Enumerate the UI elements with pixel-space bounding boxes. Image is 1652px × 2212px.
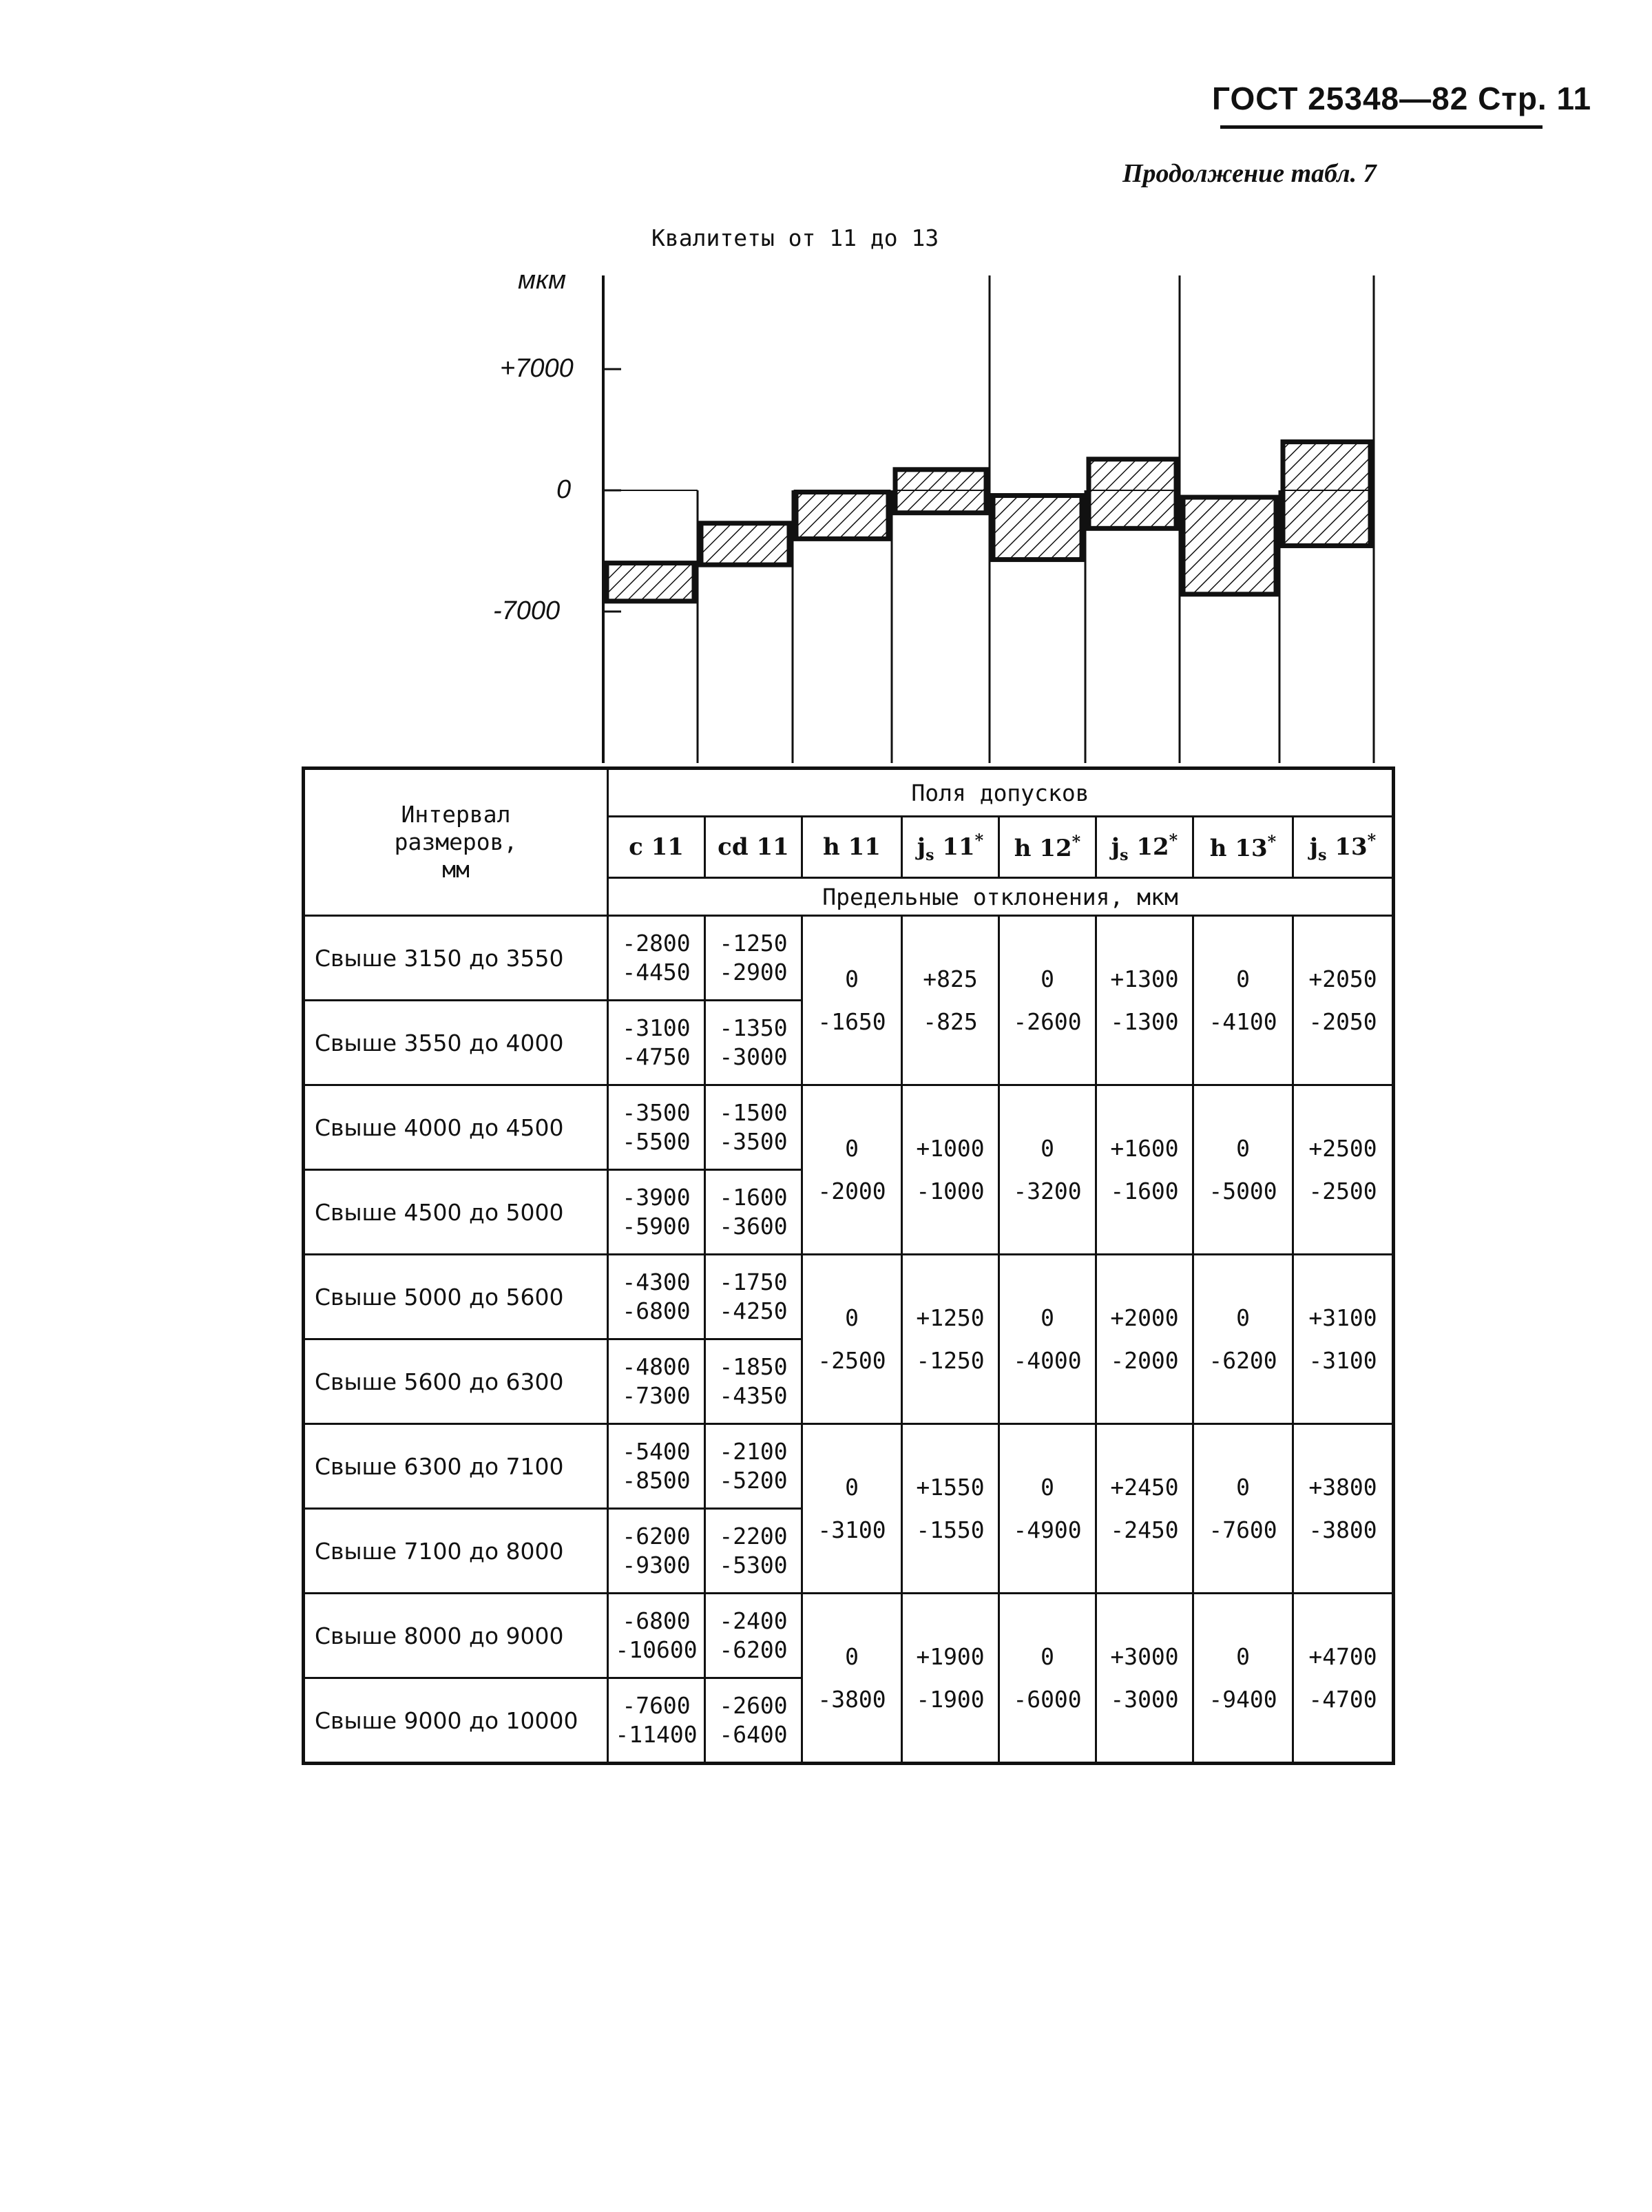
c11-cell bbox=[608, 1085, 705, 1170]
deviation-value: -9400 bbox=[1209, 1685, 1277, 1713]
deviation-value: -1750 bbox=[719, 1269, 788, 1295]
deviation-value: -5000 bbox=[1209, 1177, 1277, 1204]
deviation-value: -825 bbox=[923, 1008, 978, 1035]
js13-cell bbox=[1293, 1085, 1394, 1255]
table-row bbox=[304, 1085, 1394, 1170]
size-range-cell: Свыше 9000 до 10000 bbox=[304, 1678, 608, 1764]
js11-cell bbox=[902, 1594, 999, 1764]
c11-cell bbox=[608, 1678, 705, 1764]
deviation-value: -1550 bbox=[916, 1516, 985, 1543]
size-range-cell: Свыше 8000 до 9000 bbox=[304, 1594, 608, 1678]
js11-cell bbox=[902, 1424, 999, 1594]
h11-cell bbox=[802, 916, 902, 1085]
field-name: $j_s$ 11* bbox=[917, 830, 984, 864]
h12-cell bbox=[999, 1424, 1096, 1594]
cd11-cell bbox=[705, 1339, 802, 1424]
deviation-value: -3100 bbox=[622, 1014, 691, 1041]
cd11-cell bbox=[705, 1678, 802, 1764]
deviation-value: -6200 bbox=[622, 1523, 691, 1550]
c11-cell bbox=[608, 1594, 705, 1678]
deviation-value: -3500 bbox=[622, 1099, 691, 1126]
field-header-cell bbox=[1293, 817, 1394, 878]
h13-cell bbox=[1193, 916, 1293, 1085]
deviation-value: -3600 bbox=[719, 1213, 788, 1240]
deviation-value: -5300 bbox=[719, 1552, 788, 1578]
deviation-value: 0 bbox=[1041, 1134, 1054, 1162]
deviation-value: -3800 bbox=[1308, 1516, 1377, 1543]
tolerance-table bbox=[302, 766, 1395, 1765]
size-range-cell: Свыше 4500 до 5000 bbox=[304, 1170, 608, 1255]
deviation-value: +825 bbox=[923, 965, 978, 992]
deviation-value: -1350 bbox=[719, 1014, 788, 1041]
field-header-cell bbox=[999, 817, 1096, 878]
deviation-value: 0 bbox=[845, 1304, 859, 1331]
deviation-value: 0 bbox=[1041, 965, 1054, 992]
deviation-value: -6200 bbox=[1209, 1346, 1277, 1374]
deviation-value: -2600 bbox=[1013, 1008, 1082, 1035]
js12-cell bbox=[1096, 916, 1193, 1085]
deviation-value: -4000 bbox=[1013, 1346, 1082, 1374]
field-header-cell bbox=[802, 817, 902, 878]
deviation-value: 0 bbox=[1236, 1134, 1250, 1162]
js11-cell bbox=[902, 916, 999, 1085]
field-name: c 11 bbox=[629, 833, 684, 861]
y-tick-label: -7000 bbox=[493, 596, 561, 625]
deviation-value: -1300 bbox=[1110, 1008, 1179, 1035]
field-name: cd 11 bbox=[718, 833, 789, 861]
js13-cell bbox=[1293, 1594, 1394, 1764]
h12-cell bbox=[999, 1255, 1096, 1424]
js12-cell bbox=[1096, 1424, 1193, 1594]
deviation-value: -5400 bbox=[622, 1438, 691, 1465]
c11-cell bbox=[608, 1509, 705, 1594]
deviation-value: -4750 bbox=[622, 1043, 691, 1070]
field-name: h 13* bbox=[1209, 831, 1277, 863]
h12-cell bbox=[999, 1085, 1096, 1255]
field-name: $j_s$ 13* bbox=[1309, 830, 1377, 864]
deviation-value: -4700 bbox=[1308, 1685, 1377, 1713]
deviation-value: -6800 bbox=[622, 1607, 691, 1634]
tolerance-bar-c11 bbox=[607, 563, 694, 601]
deviation-value: +2450 bbox=[1110, 1473, 1179, 1501]
deviation-value: -1000 bbox=[916, 1177, 985, 1204]
deviation-value: +3800 bbox=[1308, 1473, 1377, 1501]
js12-cell bbox=[1096, 1594, 1193, 1764]
tolerance-bar-js11 bbox=[895, 470, 986, 513]
interval-header-text: Интервал размеров, мм bbox=[394, 801, 518, 883]
deviation-value: -4250 bbox=[719, 1297, 788, 1324]
deviation-value: -9300 bbox=[622, 1552, 691, 1578]
deviation-value: 0 bbox=[845, 1642, 859, 1670]
deviation-value: 0 bbox=[1236, 1304, 1250, 1331]
y-axis-label: мкм bbox=[518, 266, 567, 295]
h11-cell bbox=[802, 1594, 902, 1764]
deviation-value: +1550 bbox=[916, 1473, 985, 1501]
deviation-value: 0 bbox=[1236, 1473, 1250, 1501]
c11-cell bbox=[608, 1255, 705, 1339]
cd11-cell bbox=[705, 1170, 802, 1255]
deviation-value: -6400 bbox=[719, 1721, 788, 1748]
deviation-value: -1500 bbox=[719, 1099, 788, 1126]
c11-cell bbox=[608, 1001, 705, 1085]
deviation-value: -4900 bbox=[1013, 1516, 1082, 1543]
deviation-value: -3200 bbox=[1013, 1177, 1082, 1204]
js12-cell bbox=[1096, 1085, 1193, 1255]
deviation-value: -8500 bbox=[622, 1467, 691, 1494]
js13-cell bbox=[1293, 916, 1394, 1085]
c11-cell bbox=[608, 1424, 705, 1509]
field-header-cell bbox=[1193, 817, 1293, 878]
deviation-value: 0 bbox=[845, 1134, 859, 1162]
deviation-value: -2500 bbox=[1308, 1177, 1377, 1204]
c11-cell bbox=[608, 1339, 705, 1424]
deviation-value: -3100 bbox=[817, 1516, 886, 1543]
h13-cell bbox=[1193, 1594, 1293, 1764]
deviation-value: -2400 bbox=[719, 1607, 788, 1634]
chart-title: Квалитеты от 11 до 13 bbox=[651, 225, 939, 251]
deviation-value: +4700 bbox=[1308, 1642, 1377, 1670]
js11-cell bbox=[902, 1085, 999, 1255]
tolerance-bar-h13 bbox=[1183, 497, 1276, 594]
deviation-value: 0 bbox=[1041, 1642, 1054, 1670]
deviation-value: -1650 bbox=[817, 1008, 886, 1035]
h12-cell bbox=[999, 1594, 1096, 1764]
js12-cell bbox=[1096, 1255, 1193, 1424]
deviation-value: -6800 bbox=[622, 1297, 691, 1324]
deviation-value: -2050 bbox=[1308, 1008, 1377, 1035]
size-range-cell: Свыше 4000 до 4500 bbox=[304, 1085, 608, 1170]
field-name: h 11 bbox=[823, 833, 881, 861]
table-row bbox=[304, 1594, 1394, 1678]
h11-cell bbox=[802, 1255, 902, 1424]
c11-cell bbox=[608, 1170, 705, 1255]
deviation-value: -1600 bbox=[719, 1184, 788, 1211]
deviation-value: -1900 bbox=[916, 1685, 985, 1713]
field-header-cell bbox=[608, 817, 705, 878]
deviation-value: -2450 bbox=[1110, 1516, 1179, 1543]
deviation-value: -10600 bbox=[615, 1636, 698, 1663]
deviation-value: -3000 bbox=[719, 1043, 788, 1070]
deviation-value: -2500 bbox=[817, 1346, 886, 1374]
deviation-value: +1600 bbox=[1110, 1134, 1179, 1162]
deviation-value: -7600 bbox=[622, 1692, 691, 1719]
deviation-value: -2200 bbox=[719, 1523, 788, 1550]
h12-cell bbox=[999, 916, 1096, 1085]
size-range-cell: Свыше 3550 до 4000 bbox=[304, 1001, 608, 1085]
deviation-value: -1850 bbox=[719, 1353, 788, 1380]
deviation-value: -2600 bbox=[719, 1692, 788, 1719]
deviation-value: -6000 bbox=[1013, 1685, 1082, 1713]
table-row bbox=[304, 1255, 1394, 1339]
tolerance-bar-cd11 bbox=[701, 523, 789, 565]
tolerance-bar-js13 bbox=[1283, 442, 1370, 546]
cd11-cell bbox=[705, 1255, 802, 1339]
deviation-value: -3100 bbox=[1308, 1346, 1377, 1374]
deviation-value: -4100 bbox=[1209, 1008, 1277, 1035]
js13-cell bbox=[1293, 1255, 1394, 1424]
table-row bbox=[304, 916, 1394, 1001]
cd11-cell bbox=[705, 916, 802, 1001]
deviation-value: -3500 bbox=[719, 1128, 788, 1155]
deviation-value: -2800 bbox=[622, 930, 691, 957]
js11-cell bbox=[902, 1255, 999, 1424]
deviation-value: -1600 bbox=[1110, 1177, 1179, 1204]
deviation-value: -6200 bbox=[719, 1636, 788, 1663]
tolerance-chart bbox=[0, 0, 1652, 771]
deviation-value: -3000 bbox=[1110, 1685, 1179, 1713]
h13-cell bbox=[1193, 1424, 1293, 1594]
deviation-value: +2500 bbox=[1308, 1134, 1377, 1162]
deviation-value: -4450 bbox=[622, 959, 691, 985]
deviation-value: 0 bbox=[1236, 965, 1250, 992]
size-range-cell: Свыше 3150 до 3550 bbox=[304, 916, 608, 1001]
deviation-value: -5900 bbox=[622, 1213, 691, 1240]
table-row bbox=[304, 1424, 1394, 1509]
size-range-cell: Свыше 7100 до 8000 bbox=[304, 1509, 608, 1594]
deviation-value: 0 bbox=[845, 1473, 859, 1501]
h11-cell bbox=[802, 1085, 902, 1255]
deviation-value: +2000 bbox=[1110, 1304, 1179, 1331]
field-name: h 12* bbox=[1014, 831, 1081, 863]
deviation-value: +1250 bbox=[916, 1304, 985, 1331]
deviation-value: -5200 bbox=[719, 1467, 788, 1494]
deviation-value: +1300 bbox=[1110, 965, 1179, 992]
field-name: $j_s$ 12* bbox=[1111, 830, 1178, 864]
interval-header bbox=[304, 769, 608, 916]
field-header-cell bbox=[705, 817, 802, 878]
deviation-value: -7300 bbox=[622, 1382, 691, 1409]
h13-cell bbox=[1193, 1255, 1293, 1424]
cd11-cell bbox=[705, 1509, 802, 1594]
h11-cell bbox=[802, 1424, 902, 1594]
deviation-value: +2050 bbox=[1308, 965, 1377, 992]
deviation-value: -2000 bbox=[817, 1177, 886, 1204]
deviation-value: 0 bbox=[1041, 1473, 1054, 1501]
deviation-value: -3900 bbox=[622, 1184, 691, 1211]
deviations-header: Предельные отклонения, мкм bbox=[608, 878, 1394, 916]
deviation-value: -4800 bbox=[622, 1353, 691, 1380]
deviation-value: -1250 bbox=[719, 930, 788, 957]
deviation-value: -2000 bbox=[1110, 1346, 1179, 1374]
tolerance-bar-h12 bbox=[993, 496, 1082, 560]
cd11-cell bbox=[705, 1085, 802, 1170]
js13-cell bbox=[1293, 1424, 1394, 1594]
cd11-cell bbox=[705, 1001, 802, 1085]
y-tick-label: +7000 bbox=[500, 354, 574, 383]
tolerance-bar-h11 bbox=[796, 492, 888, 539]
size-range-cell: Свыше 5600 до 6300 bbox=[304, 1339, 608, 1424]
tolerance-bar-js12 bbox=[1089, 459, 1176, 529]
y-tick-label: 0 bbox=[556, 475, 572, 504]
deviation-value: -7600 bbox=[1209, 1516, 1277, 1543]
deviation-value: -3800 bbox=[817, 1685, 886, 1713]
deviation-value: -1250 bbox=[916, 1346, 985, 1374]
deviation-value: +3100 bbox=[1308, 1304, 1377, 1331]
table-continuation-label: Продолжение табл. 7 bbox=[1122, 159, 1377, 188]
cd11-cell bbox=[705, 1594, 802, 1678]
fields-header: Поля допусков bbox=[608, 769, 1394, 817]
deviation-value: 0 bbox=[1236, 1642, 1250, 1670]
cd11-cell bbox=[705, 1424, 802, 1509]
deviation-value: -11400 bbox=[615, 1721, 698, 1748]
deviation-value: 0 bbox=[1041, 1304, 1054, 1331]
c11-cell bbox=[608, 916, 705, 1001]
field-header-cell bbox=[902, 817, 999, 878]
deviation-value: +1900 bbox=[916, 1642, 985, 1670]
deviation-value: -2900 bbox=[719, 959, 788, 985]
deviation-value: -2100 bbox=[719, 1438, 788, 1465]
field-header-cell bbox=[1096, 817, 1193, 878]
deviation-value: -5500 bbox=[622, 1128, 691, 1155]
size-range-cell: Свыше 5000 до 5600 bbox=[304, 1255, 608, 1339]
size-range-cell: Свыше 6300 до 7100 bbox=[304, 1424, 608, 1509]
h13-cell bbox=[1193, 1085, 1293, 1255]
deviation-value: 0 bbox=[845, 965, 859, 992]
deviation-value: -4300 bbox=[622, 1269, 691, 1295]
deviation-value: +3000 bbox=[1110, 1642, 1179, 1670]
deviation-value: -4350 bbox=[719, 1382, 788, 1409]
page-header-title: ГОСТ 25348—82 Стр. 11 bbox=[1212, 81, 1592, 116]
deviation-value: +1000 bbox=[916, 1134, 985, 1162]
